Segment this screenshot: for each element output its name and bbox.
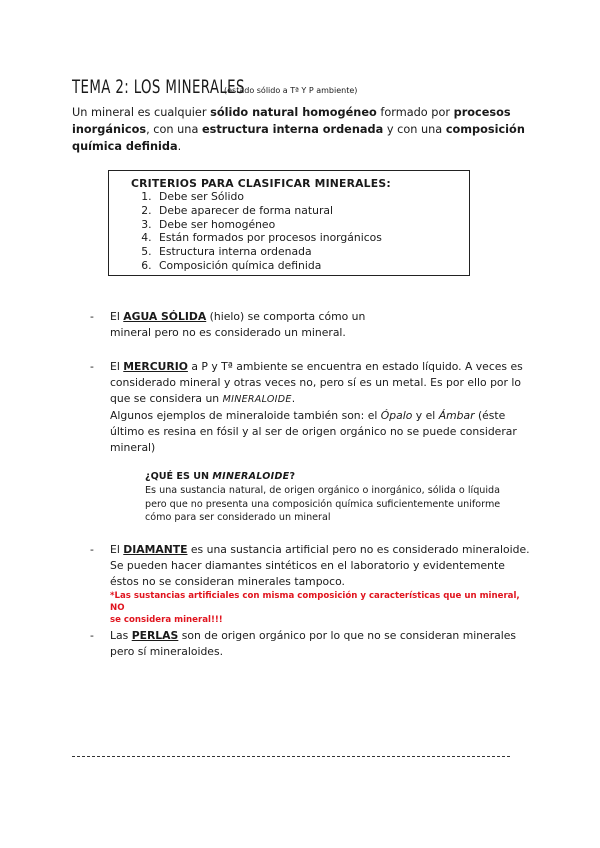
criteria-item: 3. Debe ser homogéneo (155, 218, 469, 232)
title-main: TEMA 2: LOS MINERALES (72, 76, 245, 98)
criteria-item: 4. Están formados por procesos inorgánicos (155, 231, 469, 245)
criteria-list (131, 190, 469, 273)
mineraloide-definition: ¿QUÉ ES UN MINERALOIDE? Es una sustancia natural, de origen orgánico o inorgánico, sólida o líquida pero que no presenta una composición química suficientemente uniforme cómo para ser considerado un mineral (145, 471, 501, 524)
criteria-item: 1. Debe ser Sólido (155, 190, 469, 204)
page-title (72, 76, 358, 98)
intro-paragraph: Un mineral es cualquier sólido natural homogéneo formado por procesos inorgánicos, con una estructura interna ordenada y con una composición química definida. (72, 106, 525, 153)
criteria-item: 2. Debe aparecer de forma natural (155, 204, 469, 218)
title-sub: (estado sólido a Tª Y P ambiente) (224, 86, 358, 95)
criteria-box (108, 170, 470, 276)
criteria-item: 6. Composición química definida (155, 259, 469, 273)
criteria-heading: CRITERIOS PARA CLASIFICAR MINERALES: (131, 177, 391, 190)
warning-note: *Las sustancias artificiales con misma composición y características que un mineral, NO (110, 591, 520, 613)
criteria-item: 5. Estructura interna ordenada (155, 245, 469, 259)
divider-dashed (72, 756, 510, 759)
